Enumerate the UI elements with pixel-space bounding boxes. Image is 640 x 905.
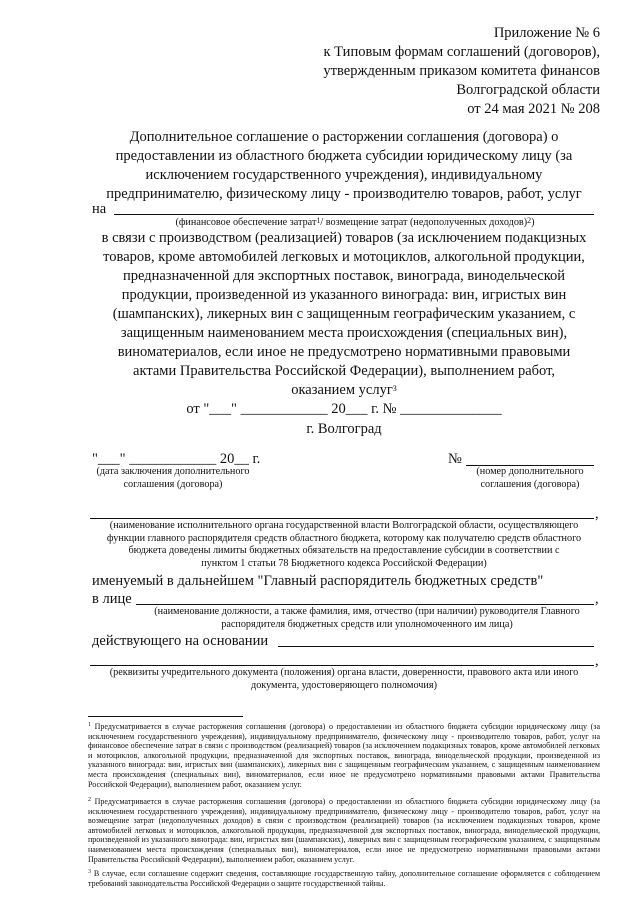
support-type-field[interactable] (114, 214, 594, 215)
subject-paragraph (84, 229, 604, 419)
appendix-line-2: к Типовым формам соглашений (договоров), (323, 44, 600, 60)
executive-body-caption: (наименование исполнительного органа государственной власти Волгоградской области, осуществляющего функции главного распорядителя средств областного бюджета, которому как получателю средств областного бюджета доведены лимиты бюджетных обязательств на предоставление субсидии в соответствии с пунктом 1 статьи 78 Бюджетного кодекса Российской Федерации) (106, 520, 582, 569)
additional-agreement-date[interactable]: "___" ____________ 20__ г. (92, 451, 261, 467)
number-label: № (448, 451, 462, 467)
appendix-line-1: Приложение № 6 (493, 25, 600, 41)
title-line-3: исключением государственного учреждения), индивидуальному (145, 167, 543, 183)
body-line-7: виноматериалов, если иное не предусмотрено нормативными правовыми (117, 344, 571, 360)
body-line-6: защищенным наименованием места происхождения (специальных вин), (120, 325, 568, 341)
acting-comma: , (595, 653, 599, 669)
document-title (84, 128, 604, 204)
acting-basis-label: действующего на основании (92, 633, 269, 649)
appendix-line-3: утвержденным приказом комитета финансов (323, 63, 600, 79)
body-line-4: продукции, произведенной из указанного винограда: вин, игристых вин (121, 287, 567, 303)
title-line-1: Дополнительное соглашение о расторжении соглашения (договора) о (129, 129, 559, 145)
appendix-line-5: от 24 мая 2021 № 208 (467, 101, 600, 117)
body-line-8: актами Правительства Российской Федерации), выполнением работ, (133, 363, 555, 379)
date-caption: (дата заключения дополнительного соглашения (договора) (96, 466, 250, 490)
organ-comma: , (595, 506, 599, 522)
title-line-2: предоставлении из областного бюджета субсидии юридическому лицу (за (115, 148, 573, 164)
acting-basis-caption: (реквизиты учредительного документа (положения) органа власти, доверенности, правового акта или иного документа, удостоверяющего полномочия) (109, 667, 579, 691)
representative-field[interactable] (136, 604, 594, 605)
body-line-9: оказанием услуг$^3$ (291, 382, 397, 398)
in-person-comma: , (595, 591, 599, 607)
support-type-caption: (финансовое обеспечение затрат$^1$/ возмещение затрат (недополученных доходов)$^2$) (175, 216, 535, 228)
footnote-3: $^3$ В случае, если соглашение содержит сведения, составляющие государственную тайну, дополнительное соглашение оформляется с соблюдением требований законодательства Российской Федерации о защите государственной тайны. (88, 869, 601, 888)
agreement-date-number-line: от "___" ____________ 20___ г. № ______________ (186, 401, 502, 417)
body-line-5: (шампанских), ликерных вин с защищенным географическим указанием, с (112, 306, 576, 322)
body-line-2: товаров, кроме автомобилей легковых и мотоциклов, алкогольной продукции, (103, 249, 585, 265)
representative-caption: (наименование должности, а также фамилия, имя, отчество (при наличии) руководителя Главного распорядителя бюджетных средств или уполномоченного им лица) (154, 606, 580, 630)
title-prefix-on: на (92, 201, 107, 217)
footnote-separator (88, 716, 243, 717)
appendix-header (180, 24, 600, 119)
body-line-1: в связи с производством (реализацией) товаров (за исключением подакцизных (101, 230, 587, 246)
title-line-4: предпринимателю, физическому лицу - производителю товаров, работ, услуг (106, 186, 582, 202)
footnote-1: $^1$ Предусматривается в случае расторжения соглашения (договора) о предоставлении из областного бюджета субсидии юридическому лицу (за исключением государственного учреждения), индивидуальному предпринимателю, физическому лицу - производителю товаров, работ, услуг на финансовое обеспечение затрат в связи с производством (реализацией) товаров (за исключением подакцизных товаров, кроме автомобилей легковых и мотоциклов, алкогольной продукции, предназначенной для экспортных поставок, винограда, винодельческой продукции, произведенной из указанного винограда: вин, игристых вин (шампанских), ликерных вин с защищенным географическим указанием, с защищенным наименованием места происхождения (специальных вин), виноматериалов, если иное не предусмотрено нормативными правовыми актами Правительства Российской Федерации), выполнением работ, оказанием услуг. (88, 722, 601, 789)
city: г. Волгоград (306, 421, 382, 437)
acting-basis-field-1[interactable] (278, 646, 594, 647)
acting-basis-field-2[interactable] (90, 665, 594, 666)
named-as-text: именуемый в дальнейшем "Главный распорядитель бюджетных средств" (92, 573, 544, 589)
in-person-label: в лице (92, 591, 132, 607)
footnote-2: $^2$ Предусматривается в случае расторжения соглашения (договора) о предоставлении из областного бюджета субсидии юридическому лицу (за исключением государственного учреждения), индивидуальному предпринимателю, физическому лицу - производителю товаров, работ, услуг на возмещение затрат (недополученных доходов) в связи с производством (реализацией) товаров (за исключением подакцизных товаров, кроме автомобилей легковых и мотоциклов, алкогольной продукции, предназначенной для экспортных поставок, винограда, винодельческой продукции, произведенной из указанного винограда: вин, игристых вин (шампанских), ликерных вин с защищенным географическим указанием, с защищенным наименованием места происхождения (специальных вин), виноматериалов, если иное не предусмотрено нормативными правовыми актами Правительства Российской Федерации), выполнением работ, оказанием услуг. (88, 797, 601, 864)
body-line-3: предназначенной для экспортных поставок, винограда, винодельческой (122, 268, 566, 284)
appendix-line-4: Волгоградской области (456, 82, 600, 98)
number-caption: (номер дополнительного соглашения (договора) (476, 466, 584, 490)
executive-body-field[interactable] (90, 518, 594, 519)
